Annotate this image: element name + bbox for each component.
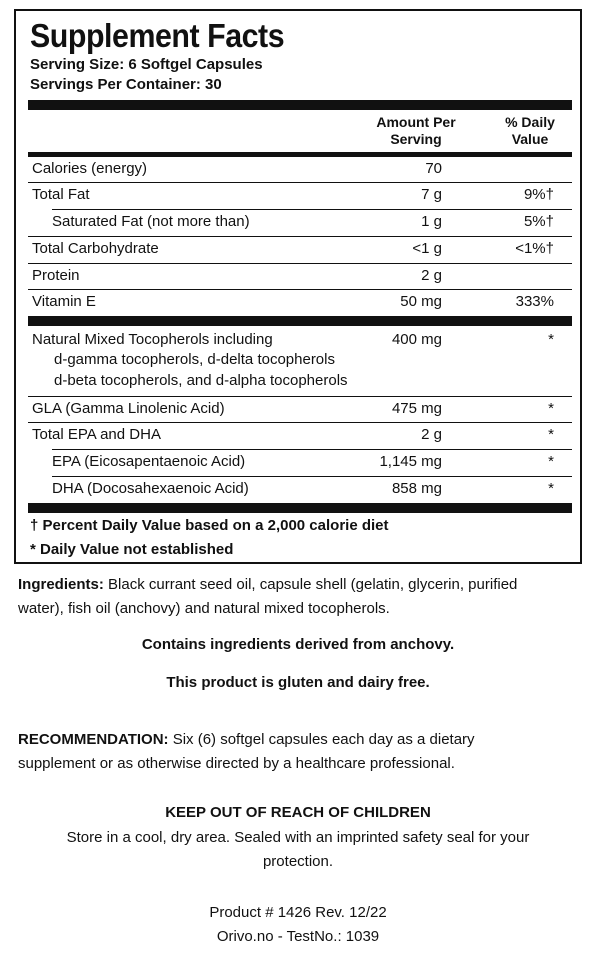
ingredients-text-2: water), fish oil (anchovy) and natural mixed tocopherols. <box>18 600 390 617</box>
ingredients-text: Ingredients: Black currant seed oil, capsule shell (gelatin, glycerin, purified <box>18 576 518 593</box>
footnote-not-established: * Daily Value not established <box>30 541 234 558</box>
thick-divider <box>28 100 572 110</box>
serving-size: Serving Size: 6 Softgel Capsules <box>30 56 263 73</box>
gluten-statement: This product is gluten and dairy free. <box>166 674 430 691</box>
product-number: Product # 1426 Rev. 12/22 <box>209 904 387 921</box>
tocopherols-line2: d-gamma tocopherols, d-delta tocopherols <box>54 351 335 368</box>
supplement-facts-panel <box>14 9 582 564</box>
tocopherols-line1: Natural Mixed Tocopherols including <box>32 331 273 348</box>
storage-line2: protection. <box>262 853 334 870</box>
warning: KEEP OUT OF REACH OF CHILDREN <box>165 804 431 821</box>
recommendation-text: RECOMMENDATION: Six (6) softgel capsules each day as a dietary <box>18 731 475 748</box>
nutrient-row: GLA (Gamma Linolenic Acid) 475 mg * <box>32 400 554 417</box>
nutrient-row: EPA (Eicosapentaenoic Acid) 1,145 mg * <box>52 453 554 470</box>
tocopherols-amount: 400 mg <box>391 331 442 348</box>
thick-divider <box>28 316 572 326</box>
recommendation-text-2: supplement or as otherwise directed by a healthcare professional. <box>18 755 455 772</box>
tocopherols-line3: d-beta tocopherols, and d-alpha tocopherols <box>54 372 348 389</box>
tocopherols-dv: * <box>548 331 554 348</box>
nutrient-row: Saturated Fat (not more than) 1 g 5%† <box>52 213 554 230</box>
daily-value-header: % Daily Value <box>505 114 555 147</box>
amount-per-serving-header: Amount Per Serving <box>376 114 456 147</box>
panel-title: Supplement Facts <box>30 17 285 54</box>
nutrient-row: Total Carbohydrate <1 g <1%† <box>32 240 554 257</box>
nutrient-row: Protein 2 g <box>32 267 442 284</box>
recommendation-label: RECOMMENDATION: <box>18 731 169 748</box>
servings-per-container: Servings Per Container: 30 <box>30 76 222 93</box>
footnote-daily-value: † Percent Daily Value based on a 2,000 calorie diet <box>30 517 389 534</box>
allergen-statement: Contains ingredients derived from anchovy. <box>141 636 455 653</box>
thick-divider <box>28 503 572 513</box>
test-number: Orivo.no - TestNo.: 1039 <box>216 928 380 945</box>
storage-line1: Store in a cool, dry area. Sealed with an imprinted safety seal for your <box>66 829 530 846</box>
nutrient-row: Total EPA and DHA 2 g * <box>32 426 554 443</box>
ingredients-label: Ingredients: <box>18 576 104 593</box>
nutrient-row: DHA (Docosahexaenoic Acid) 858 mg * <box>52 480 554 497</box>
nutrient-row: Vitamin E 50 mg 333% <box>32 293 554 310</box>
nutrient-row: Calories (energy) 70 <box>32 160 442 177</box>
nutrient-row: Total Fat 7 g 9%† <box>32 186 554 203</box>
